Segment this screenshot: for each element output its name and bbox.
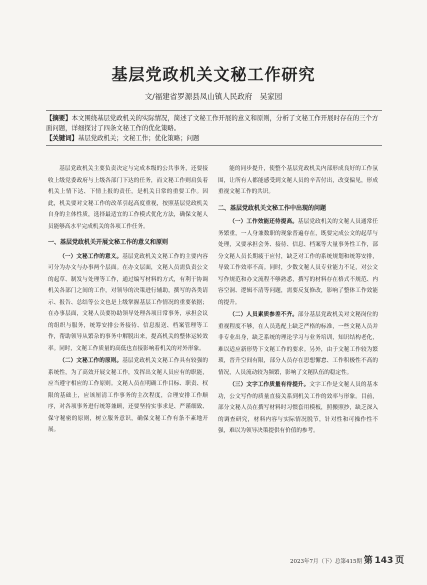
subheading-1-2: （二）文秘工作的原则。 xyxy=(59,358,123,364)
body-text: 基层党政机关的文秘人员通常任务繁重，一人身兼数职的现象普遍存在，既要完成公文的起草与处理，又要承担会务、接待、信息、档案等大量事务性工作，部分文秘人员长期疲于应付，缺乏对工作的系统规划和统筹安排，导致工作效率不高。同时，少数文秘人员专业能力不足，对公文写作规范和办文流程不够熟悉，撰写的材料存在格式不规范、内容空洞、逻辑不清等问题，需要反复修改，影响了整体工作效能的提升。 xyxy=(218,219,378,306)
subheading-2-1: （一）工作效能还待提高。 xyxy=(229,219,298,225)
page-number: 143 xyxy=(374,556,394,566)
keywords-label: 【关键词】 xyxy=(46,134,78,142)
body-text: 基层党政机关文秘工作的主要内容可分为办文与办事两个层面。在办文层面，文秘人员需负责公文的起草、制发与处理等工作，通过编写材料的方式，有利于协调机关各部门之间的工作，对领导的决策进行辅助，撰写的各类请示、报告、总结等公文也是上级掌握基层工作情况的重要依据；在办事层面，文秘人员要协助领导处理各项日常事务，承担会议的组织与服务，统筹安排公务接待、信息报送、档案管理等工作，帮助领导从繁杂的事务中解脱出来，提高机关的整体运转效率。同时，文秘工作质量的高低也直接影响着机关的对外形象。 xyxy=(48,253,208,352)
abstract xyxy=(46,113,382,133)
sub-paragraph-2-2 xyxy=(218,310,378,379)
page-prefix: 第 xyxy=(363,556,373,566)
subheading-1-1: （一）文秘工作的意义。 xyxy=(59,253,123,260)
issue-info: 2023年7月（下）总第415期 xyxy=(290,559,362,565)
right-column xyxy=(218,164,378,439)
sub-paragraph-1-1 xyxy=(48,252,208,356)
keywords xyxy=(46,133,382,143)
section-heading-1: 一、基层党政机关开展文秘工作的意义和原则 xyxy=(48,239,169,246)
author-line: 文/福建省罗源县凤山镇人民政府 吴家园 xyxy=(144,92,283,101)
sub-paragraph-2-1 xyxy=(218,217,378,309)
abstract-text: 本文围绕基层党政机关的实际情况，简述了文秘工作开展的意义和原则，分析了文秘工作开展时存在的三个方面问题，详细探讨了四条文秘工作的优化策略。 xyxy=(46,114,379,132)
page-suffix: 页 xyxy=(395,556,405,566)
abstract-label: 【摘要】 xyxy=(46,114,72,122)
subheading-2-3: （三）文字工作质量有待提升。 xyxy=(229,382,310,388)
intro-paragraph: 基层党政机关主要负责决定与完成本级的公共事务，还要接收上级党委政府与上级各部门下达的任务，而文秘工作则肩负着机关上情下达、下情上报的责任，是机关日常的重要工作。因此，机关要对文秘工作的改革引起高度重视，按照基层党政机关自身的主体性质，选择最适宜的工作模式优化方法，确保文秘人员能够高水平完成机关的各项工作任务。 xyxy=(48,166,208,230)
body-text: 基层党政机关文秘工作具有较强的系统性，为了高效开展文秘工作，发挥出文秘人员应有的职能，应当遵守相应的工作原则。文秘人员在明确工作目标、职责、权限的基础上，应该厘清工作事务的主次程度，合理安排工作顺序，对各项事务进行统筹兼顾，还要坚持实事求是、严谨细致、保守秘密的原则，树立服务意识，确保文秘工作有条不紊地开展。 xyxy=(48,358,208,433)
article-title: 基层党政机关文秘工作研究 xyxy=(111,65,316,84)
subheading-2-2: （二）人员素质参差不齐。 xyxy=(229,312,298,318)
body-text: 部分基层党政机关对文秘岗位的重视程度不够，在人员选配上缺乏严格的标准，一些文秘人员并非专业出身，缺乏系统的理论学习与业务培训，知识结构老化，难以适应新形势下文秘工作的要求。另外，由于文秘工作较为繁琐，晋升空间有限，部分人员存在思想懈怠、工作积极性不高的情况，人员流动较为频繁，影响了文秘队伍的稳定性。 xyxy=(218,312,378,376)
left-column xyxy=(48,164,208,438)
section-heading-2: 二、基层党政机关文秘工作中出现的问题 xyxy=(218,204,327,212)
sub-paragraph-1-2 xyxy=(48,356,208,437)
abstract-box xyxy=(46,110,382,146)
keywords-text: 基层党政机关；文秘工作；优化策略；问题 xyxy=(77,134,200,142)
sub-paragraph-2-3 xyxy=(218,380,378,438)
body-text: 文字工作是文秘人员的基本功，公文写作的质量直接关系到机关工作的效率与形象。目前，部分文秘人员在撰写材料时习惯套用模板，照搬照抄，缺乏深入的调查研究，材料内容与实际情况脱节，针对性和可操作性不强，难以为领导决策提供有价值的参考。 xyxy=(218,382,378,434)
continued-paragraph: 能的同步提升，使整个基层党政机关内部形成良好的工作氛围，让所有人都能感受到文秘人员的辛苦付出，改变偏见，形成重视文秘工作的共识。 xyxy=(218,166,378,195)
page-footer xyxy=(290,553,404,566)
